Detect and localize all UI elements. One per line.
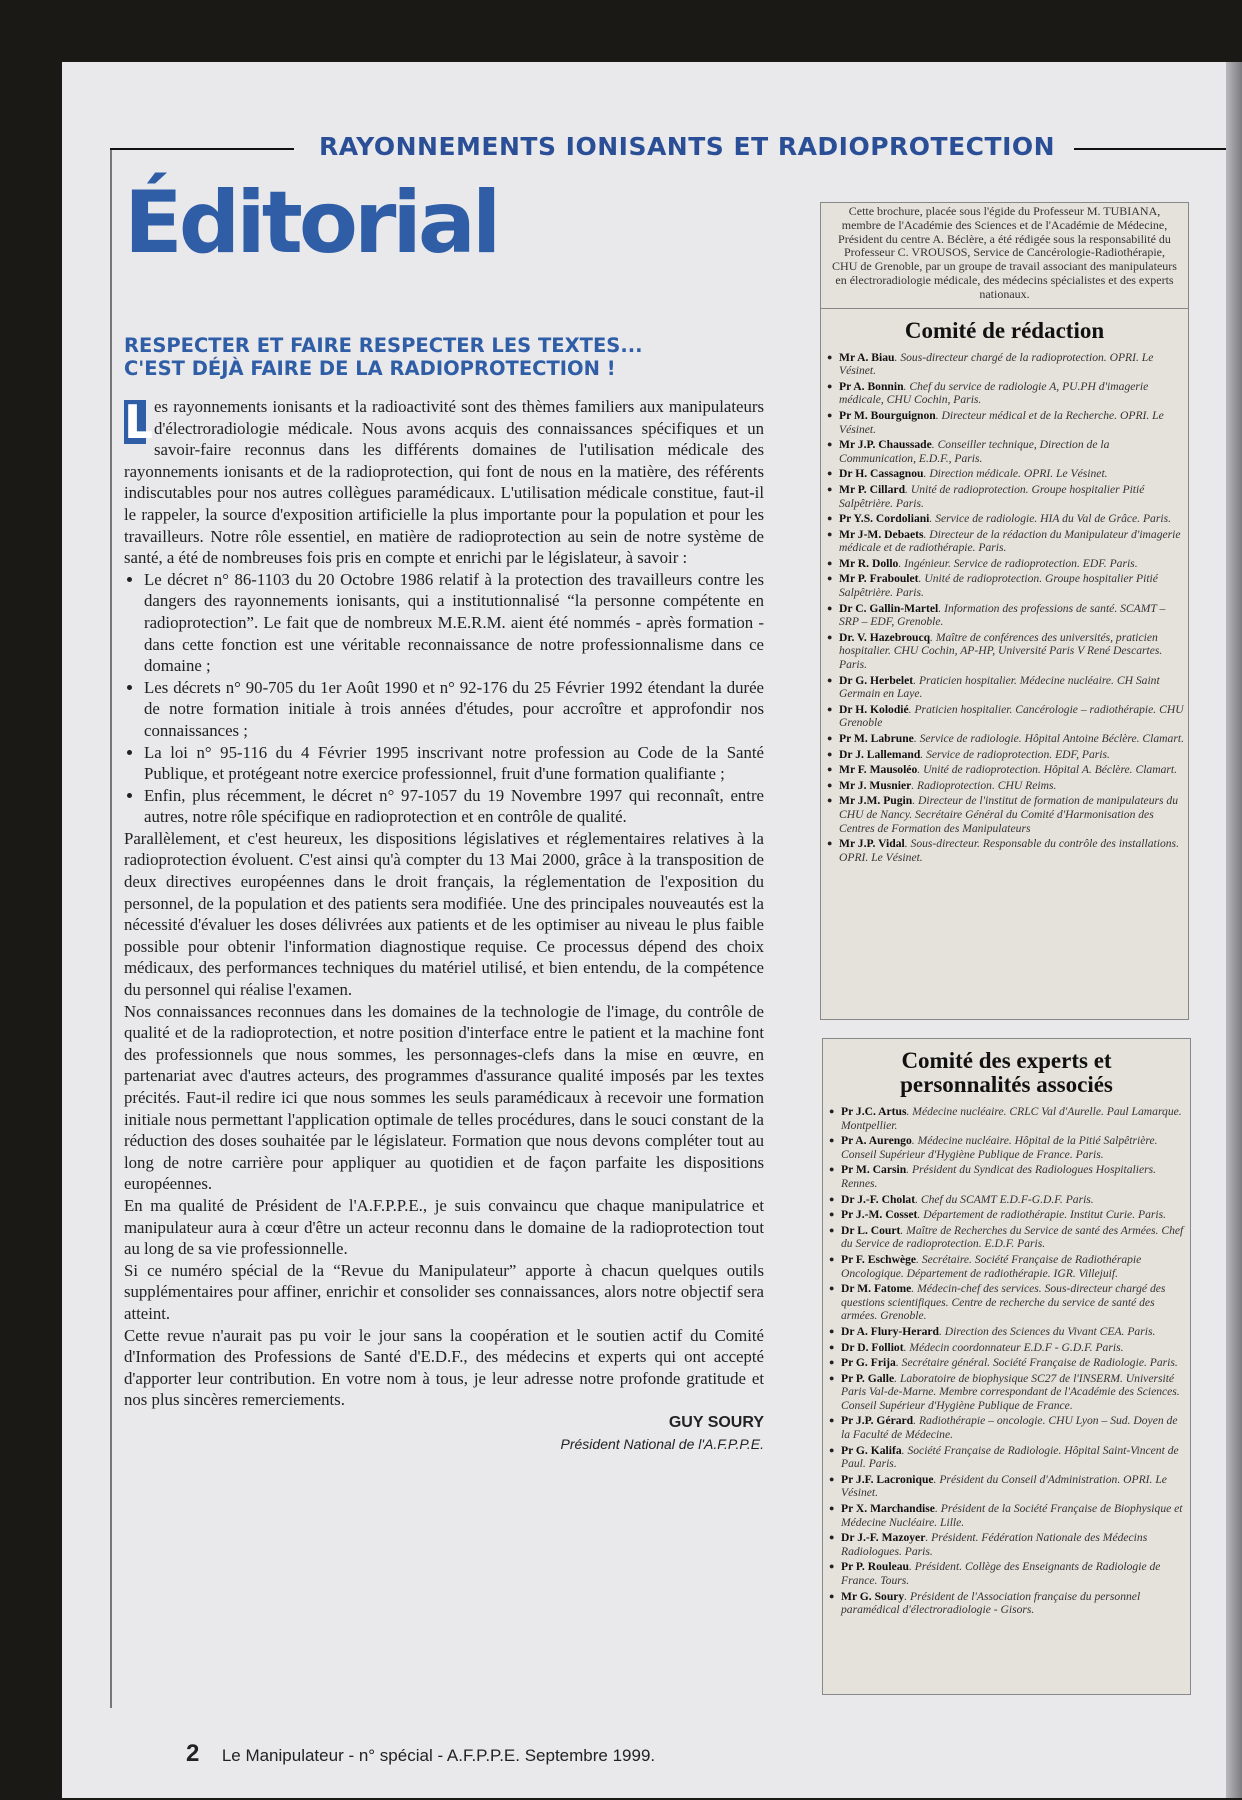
member-role: . Président. Fédération Nationale des Médecins Radiologues. Paris. [841, 1531, 1148, 1558]
list-item [829, 1208, 1186, 1222]
comite-experts-title [823, 1049, 1190, 1097]
signature-title: Président National de l'A.F.P.P.E. [560, 1435, 764, 1452]
member-name: Pr J.F. Lacronique [841, 1472, 934, 1486]
list-item [829, 1502, 1186, 1529]
member-role: . Direction des Sciences du Vivant CEA. Paris. [939, 1324, 1156, 1338]
list-item: • Le décret n° 86-1103 du 20 Octobre 1986 relatif à la protection des travailleurs contre les dangers des rayonnements ionisants, qui a institutionnalisé “la personne compétente en radioprotection”. Le fait que de nombreux M.E.R.M. aient été nommés - après formation - dans cette fonction est une véritable reconnaissance de notre professionnalisme dans ce domaine ; [144, 569, 764, 677]
member-role: . Président du Conseil d'Administration. OPRI. Le Vésinet. [841, 1472, 1167, 1500]
member-name: Pr F. Eschwège [841, 1252, 917, 1266]
list-item [827, 572, 1184, 599]
member-name: Pr M. Carsin [841, 1163, 907, 1177]
member-role: . Unité de radioprotection. Hôpital A. Béclère. Clamart. [917, 763, 1178, 777]
paragraph-6: Cette revue n'aurait pas pu voir le jour sans la coopération et le soutien actif du Comité d'Information des Professions de Santé d'E.D.F., des médecins et experts qui ont accepté d'apporter leur contribution. En votre nom à tous, je leur adresse notre profonde gratitude et nos plus sincères remerciements. [124, 1325, 764, 1410]
list-item [827, 703, 1184, 730]
comite-redaction-box [820, 202, 1189, 1020]
list-item [827, 351, 1184, 378]
member-name: Mr J.M. Pugin [839, 794, 913, 808]
list-item [829, 1282, 1186, 1323]
list-item [829, 1356, 1186, 1370]
member-role: . Département de radiothérapie. Institut Curie. Paris. [917, 1208, 1167, 1222]
member-name: Dr. V. Hazebroucq [839, 630, 931, 644]
member-name: Mr F. Mausoléo [839, 763, 918, 777]
paragraph-1-text: es rayonnements ionisants et la radioactivité sont des thèmes familiers aux manipulateurs d'électroradiologie médicale. Nous avons acquis des connaissances spécifiques et un savoir-faire reconnus dans les différents domaines de l'utilisation médicale des rayonnements ionisants et de la radioprotection, qui font de nous en la matière, des référents indiscutables pour nos autres collègues paramédicaux. L'utilisation médicale constitue, faut-il le rappeler, la source d'exposition artificielle la plus importante pour la population et pour les travailleurs. Notre rôle essentiel, en matière de radioprotection au sein de notre système de santé, a été de nombreuses fois pris en compte et enrichi par le législateur, à savoir : [124, 397, 764, 568]
member-role: . Président de la Société Française de Biophysique et Médecine Nucléaire. Lille. [841, 1502, 1183, 1529]
member-name: Dr H. Kolodié [839, 702, 909, 716]
paragraph-4: En ma qualité de Président de l'A.F.P.P.E., je suis convaincu que chaque manipulatrice et manipulateur aura à cœur d'être un acteur reconnu dans le domaine de la radioprotection tout au long de sa vie professionnelle. [124, 1195, 764, 1259]
list-item [827, 409, 1184, 436]
paragraph-5: Si ce numéro spécial de la “Revue du Manipulateur” apporte à chacun quelques outils supplémentaires pour affiner, enrichir et consolider ses connaissances, alors notre objectif sera atteint. [124, 1260, 764, 1323]
member-role: . Unité de radioprotection. Groupe hospitalier Pitié Salpêtrière. Paris. [839, 482, 1145, 510]
member-name: Dr C. Gallin-Martel [839, 601, 939, 615]
member-name: Pr M. Labrune [839, 732, 914, 746]
member-name: Mr J. Musnier [839, 778, 912, 792]
list-item [829, 1590, 1186, 1617]
member-name: Pr P. Rouleau [841, 1560, 909, 1574]
member-name: Mr A. Biau [839, 350, 895, 364]
list-item [827, 674, 1184, 701]
list-item [829, 1163, 1186, 1190]
member-role: . Chef du SCAMT E.D.F-G.D.F. Paris. [915, 1192, 1094, 1206]
drop-cap: L [124, 395, 154, 449]
member-role: . Société Française de Radiologie. Hôpital Saint-Vincent de Paul. Paris. [841, 1443, 1179, 1471]
member-name: Mr J.P. Chaussade [839, 438, 932, 452]
member-name: Pr G. Kalifa [841, 1443, 902, 1457]
member-role: . Conseiller technique, Direction de la Communication, E.D.F., Paris. [839, 438, 1110, 465]
member-name: Pr X. Marchandise [841, 1502, 935, 1516]
member-name: Dr H. Cassagnou [839, 467, 924, 481]
list-item [829, 1105, 1186, 1132]
member-name: Pr G. Frija [841, 1356, 896, 1370]
member-name: Pr P. Galle [841, 1371, 895, 1385]
list-item [827, 512, 1184, 526]
magazine-page [62, 62, 1240, 1798]
article-subtitle [124, 334, 764, 380]
member-role: . Président du Syndicat des Radiologues Hospitaliers. Rennes. [841, 1163, 1157, 1190]
list-item [829, 1414, 1186, 1441]
comite-redaction-list [821, 351, 1188, 865]
list-item [827, 779, 1184, 793]
member-name: Pr J.-M. Cosset [841, 1208, 918, 1222]
subtitle-line-1: RESPECTER ET FAIRE RESPECTER LES TEXTES... [124, 334, 643, 357]
list-item: • Enfin, plus récemment, le décret n° 97-1057 du 19 Novembre 1997 qui reconnaît, entre autres, notre rôle spécifique en radioprotection et en contrôle de qualité. [144, 785, 764, 828]
list-item [827, 732, 1184, 746]
list-item [827, 528, 1184, 555]
list-item: • La loi n° 95-116 du 4 Février 1995 inscrivant notre profession au Code de la Santé Publique, et protégeant notre exercice professionnel, fruit d'une formation qualifiante ; [144, 742, 764, 785]
list-item [829, 1444, 1186, 1471]
decree-list [124, 569, 764, 828]
experts-title-line-2: personnalités associés [900, 1072, 1113, 1097]
member-name: Pr J.C. Artus [841, 1105, 907, 1118]
list-item [829, 1560, 1186, 1587]
member-name: Mr J-M. Debaets [839, 527, 924, 541]
list-item [829, 1372, 1186, 1413]
member-role: . Ingénieur. Service de radioprotection. EDF. Paris. [898, 556, 1138, 570]
section-header: RAYONNEMENTS IONISANTS ET RADIOPROTECTION [318, 132, 1056, 161]
member-name: Dr M. Fatome [841, 1282, 912, 1296]
member-role: . Unité de radioprotection. Groupe hospitalier Pitié Salpêtrière. Paris. [839, 572, 1158, 600]
list-item [827, 763, 1184, 777]
member-role: . Médecine nucléaire. CRLC Val d'Aurelle. Paul Lamarque. Montpellier. [841, 1105, 1182, 1132]
article-body [124, 396, 764, 1455]
member-role: . Praticien hospitalier. Cancérologie – radiothérapie. CHU Grenoble [839, 702, 1184, 730]
list-item [829, 1325, 1186, 1339]
member-name: Mr P. Fraboulet [839, 572, 919, 586]
page-title: Éditorial [124, 173, 498, 273]
list-item [827, 748, 1184, 762]
footer-text: Le Manipulateur - n° spécial - A.F.P.P.E. Septembre 1999. [221, 1746, 656, 1765]
list-item [829, 1193, 1186, 1207]
list-item [827, 467, 1184, 481]
member-role: . Direction médicale. OPRI. Le Vésinet. [923, 467, 1108, 481]
member-role: . Service de radioprotection. EDF, Paris. [920, 747, 1110, 761]
signature-name: GUY SOURY [668, 1413, 764, 1431]
member-name: Pr Y.S. Cordoliani [839, 512, 930, 526]
list-item [829, 1134, 1186, 1161]
comite-redaction-title: Comité de rédaction [904, 317, 1105, 343]
member-role: . Maître de conférences des universités, praticien hospitalier. CHU Cochin, AP-HP, Université Paris V René Descartes. Paris. [839, 630, 1163, 672]
member-name: Dr D. Folliot [841, 1340, 904, 1354]
member-name: Pr M. Bourguignon [839, 408, 936, 422]
frame-rule [110, 150, 112, 1708]
member-name: Mr G. Soury [841, 1589, 905, 1603]
page-footer [186, 1740, 655, 1768]
experts-title-line-1: Comité des experts et [901, 1048, 1112, 1073]
member-role: . Information des professions de santé. SCAMT – SRP – EDF, Grenoble. [839, 601, 1166, 629]
paragraph-3: Nos connaissances reconnues dans les domaines de la technologie de l'image, du contrôle de qualité et de la radioprotection, et notre position d'interface entre le patient et la machine font des professionnels que nous sommes, les personnages-clefs dans la mise en œuvre, en partenariat avec d'autres acteurs, des programmes d'assurance qualité imposés par les textes précités. Faut-il redire ici que nous sommes les seuls paramédicaux à recevoir une formation initiale nous permettant l'application optimale de telles procédures, dans le souci constant de la réduction des doses souhaitée par le législateur. Formation que nous devons compléter tout au long de notre carrière pour appliquer au quotidien et de façon parfaite les dispositions européennes. [124, 1001, 764, 1194]
member-name: Pr A. Aurengo [841, 1134, 912, 1148]
member-name: Pr A. Bonnin [839, 379, 904, 393]
list-item [829, 1341, 1186, 1355]
member-name: Dr J.-F. Cholat [841, 1192, 916, 1206]
member-role: . Laboratoire de biophysique SC27 de l'INSERM. Université Paris Val-de-Marne. Membre correspondant de l'Académie des Sciences. Conseil Supérieur d'Hygiène Publique de France. [841, 1371, 1180, 1412]
member-name: Dr G. Herbelet [839, 673, 914, 687]
list-item [829, 1224, 1186, 1251]
list-item [829, 1473, 1186, 1500]
list-item [829, 1253, 1186, 1280]
list-item [827, 837, 1184, 864]
subtitle-line-2: C'EST DÉJÀ FAIRE DE LA RADIOPROTECTION ! [124, 357, 616, 380]
member-name: Pr J.P. Gérard [841, 1414, 914, 1428]
page-number: 2 [186, 1740, 200, 1767]
member-role: . Maître de Recherches du Service de santé des Armées. Chef du Service de radioprotection. E.D.F. Paris. [841, 1223, 1184, 1251]
brochure-intro: Cette brochure, placée sous l'égide du Professeur M. TUBIANA, membre de l'Académie des Sciences et de l'Académie de Médecine, Président du centre A. Béclère, a été rédigée sous la responsabilité du Professeur C. VROUSOS, Service de Cancérologie-Radiothérapie, CHU de Grenoble, par un groupe de travail associant des manipulateurs en électroradiologie médicale, des médecins spécialistes et des experts nationaux. [832, 204, 1177, 301]
member-role: . Secrétaire général. Société Française de Radiologie. Paris. [895, 1356, 1178, 1370]
comite-experts-list [823, 1105, 1190, 1617]
member-name: Dr J.-F. Mazoyer [841, 1531, 926, 1545]
member-name: Dr L. Court [841, 1223, 901, 1237]
list-item [829, 1531, 1186, 1558]
member-name: Dr J. Lallemand [839, 747, 921, 761]
binding-edge [1226, 62, 1242, 1798]
member-role: . Médecin-chef des services. Sous-directeur chargé des questions scientifiques. Centre de recherche du service de santé des armées. Grenoble. [841, 1282, 1166, 1323]
member-role: . Radioprotection. CHU Reims. [911, 778, 1057, 792]
list-item [827, 438, 1184, 465]
box-divider [821, 308, 1188, 309]
member-role: . Chef du service de radiologie A, PU.PH d'imagerie médicale, CHU Cochin, Paris. [839, 379, 1149, 407]
list-item [827, 631, 1184, 672]
list-item: • Les décrets n° 90-705 du 1er Août 1990 et n° 92-176 du 25 Février 1992 étendant la durée de notre formation initiale à trois années d'études, pour accroître et approfondir nos connaissances ; [144, 677, 764, 742]
member-name: Mr P. Cillard [839, 482, 906, 496]
member-name: Mr R. Dollo [839, 556, 899, 570]
member-role: . Sous-directeur. Responsable du contrôle des installations. OPRI. Le Vésinet. [839, 837, 1179, 864]
member-role: . Directeur de la rédaction du Manipulateur d'imagerie médicale et de radiothérapie. Paris. [839, 527, 1181, 555]
member-role: . Médecine nucléaire. Hôpital de la Pitié Salpêtrière. Conseil Supérieur d'Hygiène Publique de France. Paris. [841, 1134, 1158, 1161]
member-role: . Radiothérapie – oncologie. CHU Lyon – Sud. Doyen de la Faculté de Médecine. [841, 1414, 1178, 1442]
member-role: . Directeur de l'institut de formation de manipulateurs du CHU de Nancy. Secrétaire Général du Comité d'Harmonisation des Centres de Formation des Manipulateurs [839, 794, 1179, 835]
member-name: Dr A. Flury-Herard [841, 1324, 939, 1338]
member-name: Mr J.P. Vidal [839, 837, 905, 851]
member-role: . Président de l'Association française du personnel paramédical d'électroradiologie - Gisors. [841, 1589, 1141, 1617]
member-role: . Président. Collège des Enseignants de Radiologie de France. Tours. [841, 1560, 1161, 1587]
member-role: . Secrétaire. Société Française de Radiothérapie Oncologique. Département de radiothérapie. IGR. Villejuif. [841, 1252, 1142, 1280]
member-role: . Service de radiologie. HIA du Val de Grâce. Paris. [929, 512, 1172, 526]
member-role: . Médecin coordonnateur E.D.F - G.D.F. Paris. [903, 1340, 1124, 1354]
member-role: . Praticien hospitalier. Médecine nucléaire. CH Saint Germain en Laye. [839, 673, 1160, 701]
paragraph-intro [124, 396, 764, 569]
list-item [827, 483, 1184, 510]
list-item [827, 380, 1184, 407]
member-role: . Service de radiologie. Hôpital Antoine Béclère. Clamart. [913, 732, 1184, 746]
list-item [827, 602, 1184, 629]
paragraph-2: Parallèlement, et c'est heureux, les dispositions législatives et réglementaires relatives à la radioprotection évoluent. C'est ainsi qu'à compter du 13 Mai 2000, grâce à la transposition de deux directives européennes dans le droit français, la réglementation de l'exposition du personnel, de la population et des patients sera modifiée. Une des principales nouveautés est la nécessité d'évaluer les doses délivrées aux patients et de les optimiser au niveau le plus faible possible pour obtenir l'information diagnostique requise. Ce processus dépend des choix médicaux, des performances techniques du matériel utilisé, et bien entendu, de la compétence du personnel qui réalise l'examen. [124, 828, 764, 1000]
list-item [827, 557, 1184, 571]
member-role: . Sous-directeur chargé de la radioprotection. OPRI. Le Vésinet. [839, 350, 1154, 378]
member-role: . Directeur médical et de la Recherche. OPRI. Le Vésinet. [839, 408, 1164, 436]
list-item [827, 794, 1184, 835]
comite-experts-box [822, 1038, 1191, 1695]
